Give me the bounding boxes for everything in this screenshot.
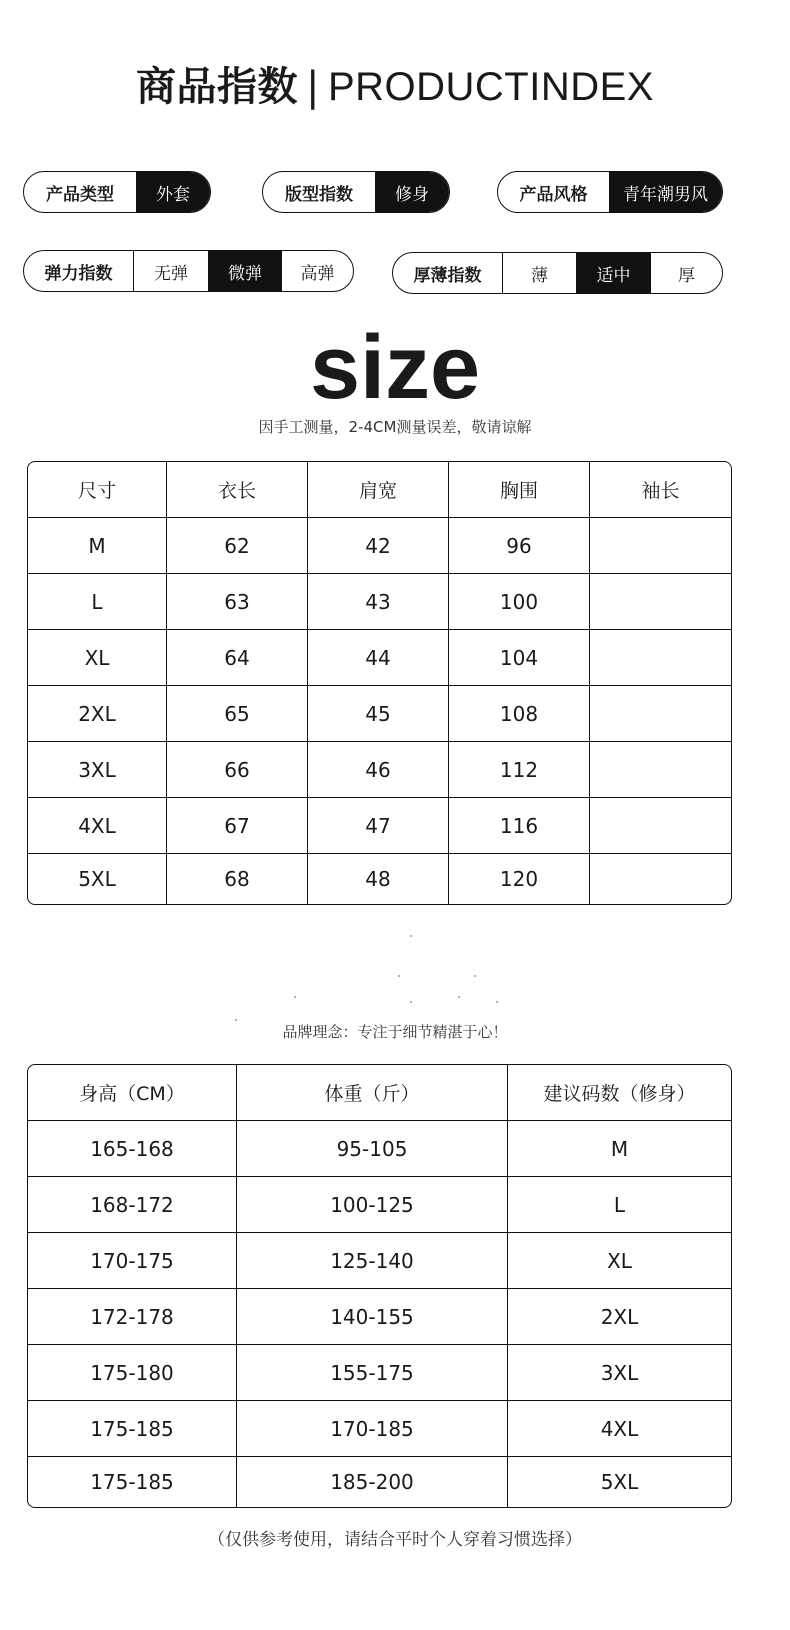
column-header: 尺寸 (28, 462, 167, 518)
attr-label: 产品类型 (46, 184, 114, 205)
column-header: 衣长 (167, 462, 308, 518)
table-cell: 172-178 (28, 1289, 237, 1345)
attr-label: 弹力指数 (44, 263, 113, 284)
brand-philosophy: 品牌理念：专注于细节精湛于心！ (282, 1023, 508, 1041)
table-cell: 64 (167, 630, 308, 686)
table-cell: 5XL (28, 854, 167, 904)
table-cell: 96 (449, 518, 590, 574)
table-cell (590, 574, 731, 630)
attr-product-type (23, 171, 211, 213)
speck (496, 1001, 498, 1003)
table-cell: 62 (167, 518, 308, 574)
table-cell (590, 798, 731, 854)
attr-label: 厚薄指数 (413, 265, 482, 286)
table-row (28, 518, 731, 574)
table-cell: 66 (167, 742, 308, 798)
table-row (28, 686, 731, 742)
table-row (28, 630, 731, 686)
table-cell: 100 (449, 574, 590, 630)
speck (410, 1001, 412, 1003)
speck (410, 935, 412, 937)
attr-option: 无弹 (133, 251, 208, 291)
table-cell (590, 854, 731, 904)
table-cell: 116 (449, 798, 590, 854)
table-cell: 45 (308, 686, 449, 742)
table-cell: 175-185 (28, 1457, 237, 1507)
table-cell: L (508, 1177, 731, 1233)
table-cell: 108 (449, 686, 590, 742)
table-cell (590, 518, 731, 574)
table-row (28, 1289, 731, 1345)
table-cell: 63 (167, 574, 308, 630)
table-cell: 125-140 (237, 1233, 508, 1289)
table-cell: 155-175 (237, 1345, 508, 1401)
column-header: 身高（CM） (28, 1065, 237, 1121)
attr-label: 产品风格 (519, 184, 588, 205)
table-row (28, 798, 731, 854)
table-cell: 5XL (600, 1470, 639, 1494)
table-row (28, 1233, 731, 1289)
attr-label: 版型指数 (285, 184, 353, 205)
table-cell: 67 (167, 798, 308, 854)
column-header: 袖长 (590, 462, 731, 518)
table-cell: 120 (449, 854, 590, 904)
attr-option-selected: 适中 (576, 253, 651, 293)
table-cell: 3XL (508, 1345, 731, 1401)
table-cell: 65 (167, 686, 308, 742)
attr-option: 高弹 (300, 263, 335, 284)
column-header: 胸围 (449, 462, 590, 518)
footer-note: （仅供参考使用，请结合平时个人穿着习惯选择） (208, 1530, 582, 1550)
title-en: PRODUCTINDEX (327, 65, 654, 109)
attr-option: 薄 (502, 253, 576, 293)
table-cell: 140-155 (237, 1289, 508, 1345)
recommend-table (27, 1064, 732, 1508)
speck (474, 975, 476, 977)
table-row (28, 1457, 731, 1507)
table-cell: 44 (308, 630, 449, 686)
speck (458, 996, 460, 998)
speck (398, 975, 400, 977)
table-cell: 48 (308, 854, 449, 904)
table-row (28, 742, 731, 798)
table-cell: 112 (449, 742, 590, 798)
table-cell: M (508, 1121, 731, 1177)
title-separator: | (305, 64, 320, 110)
table-row (28, 574, 731, 630)
table-cell: 3XL (28, 742, 167, 798)
attr-option-selected: 微弹 (208, 251, 282, 291)
table-cell: 165-168 (28, 1121, 237, 1177)
table-cell: 4XL (28, 798, 167, 854)
table-row (28, 1177, 731, 1233)
table-cell: 2XL (28, 686, 167, 742)
table-cell: 168-172 (28, 1177, 237, 1233)
attr-option-selected: 外套 (136, 172, 210, 212)
page-title (0, 62, 790, 112)
table-cell: XL (508, 1233, 731, 1289)
size-table (27, 461, 732, 905)
column-header: 建议码数（修身） (508, 1065, 731, 1121)
table-cell: 170-175 (28, 1233, 237, 1289)
table-cell: 68 (167, 854, 308, 904)
table-row (28, 854, 731, 904)
table-header-row (28, 1065, 731, 1121)
table-cell: 185-200 (237, 1457, 508, 1507)
attr-fit-index (262, 171, 450, 213)
table-row (28, 1345, 731, 1401)
table-cell (590, 630, 731, 686)
table-cell: XL (28, 630, 167, 686)
speck (294, 996, 296, 998)
attr-option-selected: 青年潮男风 (609, 172, 722, 212)
attr-elasticity-index (23, 250, 354, 292)
table-cell (590, 686, 731, 742)
measurement-note: 因手工测量，2-4CM测量误差，敬请谅解 (258, 418, 532, 436)
attr-thickness-index (392, 252, 723, 294)
column-header: 体重（斤） (237, 1065, 508, 1121)
table-cell: 47 (308, 798, 449, 854)
table-cell: M (28, 518, 167, 574)
attr-product-style (497, 171, 723, 213)
table-cell: 2XL (508, 1289, 731, 1345)
table-cell: 95-105 (237, 1121, 508, 1177)
table-row (28, 1401, 731, 1457)
attr-option-selected: 修身 (375, 172, 449, 212)
table-cell: 170-185 (237, 1401, 508, 1457)
table-cell: 100-125 (237, 1177, 508, 1233)
table-cell: 104 (449, 630, 590, 686)
table-row (28, 1121, 731, 1177)
table-cell: 175-185 (28, 1401, 237, 1457)
table-cell (590, 742, 731, 798)
table-cell: 4XL (508, 1401, 731, 1457)
table-cell: 42 (308, 518, 449, 574)
title-cn: 商品指数 (135, 64, 298, 110)
table-cell: 175-180 (28, 1345, 237, 1401)
table-header-row (28, 462, 731, 518)
table-cell: L (28, 574, 167, 630)
table-cell: 43 (308, 574, 449, 630)
attr-option: 厚 (678, 265, 695, 286)
table-cell: 46 (308, 742, 449, 798)
size-heading: size (309, 318, 481, 418)
column-header: 肩宽 (308, 462, 449, 518)
